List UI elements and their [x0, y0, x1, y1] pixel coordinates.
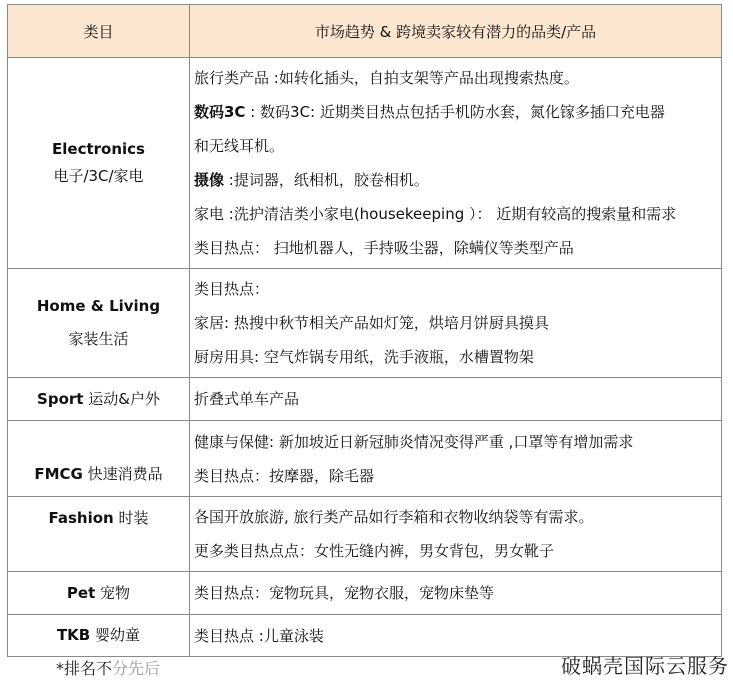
desc-line: 厨房用具: 空气炸锅专用纸，洗手液瓶，水槽置物架	[194, 348, 534, 366]
desc-line: 数码3C : 数码3C: 近期类目热点包括手机防水套，氮化镓多插口充电器	[194, 103, 665, 121]
category-cn: 家装生活	[68, 330, 129, 348]
desc-line: 和无线耳机。	[194, 137, 285, 155]
desc-line: 各国开放旅游, 旅行类产品如行李箱和衣物收纳袋等有需求。	[194, 508, 594, 526]
description-cell	[190, 421, 722, 497]
description-cell	[190, 378, 722, 421]
category-en: Sport	[37, 389, 84, 408]
desc-line: 更多类目热点点：女性无缝内裤，男女背包，男女靴子	[194, 542, 555, 560]
category-en: Electronics	[52, 140, 145, 158]
description-cell	[190, 497, 722, 572]
desc-line: 折叠式单车产品	[194, 390, 300, 408]
desc-line: 类目热点 :儿童泳装	[194, 626, 324, 645]
table-row	[8, 497, 722, 572]
watermark-text: 破蜗壳国际云服务	[561, 654, 729, 678]
category-cn: 宠物	[100, 583, 131, 602]
category-cell	[8, 269, 190, 378]
category-en: TKB	[56, 626, 91, 644]
table-row	[8, 572, 722, 615]
category-cn: 时装	[118, 509, 149, 527]
desc-line: 健康与保健: 新加坡近日新冠肺炎情况变得严重 ,口罩等有增加需求	[194, 432, 634, 451]
description-cell	[190, 58, 722, 269]
category-en: Pet	[66, 583, 96, 602]
header-trends: 市场趋势 & 跨境卖家较有潜力的品类/产品	[190, 5, 722, 58]
category-en: Fashion	[48, 509, 114, 527]
desc-line: 摄像 :提词器，纸相机，胶卷相机。	[194, 171, 429, 189]
table-row	[8, 58, 722, 269]
category-cell	[8, 378, 190, 421]
desc-line: 旅行类产品 :如转化插头，自拍支架等产品出现搜索热度。	[194, 69, 579, 87]
description-cell	[190, 572, 722, 615]
category-cell	[8, 421, 190, 497]
table-row	[8, 421, 722, 497]
header-row	[8, 5, 722, 58]
category-en: FMCG	[34, 465, 83, 483]
desc-line: 类目热点：	[194, 280, 270, 298]
ranking-footnote: *排名不分先后	[56, 659, 161, 678]
desc-line: 类目热点：按摩器，除毛器	[194, 466, 375, 485]
category-cn: 电子/3C/家电	[53, 167, 144, 185]
category-cn: 快速消费品	[87, 465, 163, 483]
category-cn: 婴幼童	[95, 626, 141, 644]
category-cell	[8, 615, 190, 657]
table-row	[8, 269, 722, 378]
desc-line: 家电 :洗护清洁类小家电(housekeeping ）： 近期有较高的搜索量和需求	[194, 205, 677, 223]
desc-line: 家居: 热搜中秋节相关产品如灯笼，烘培月饼厨具摸具	[194, 314, 549, 332]
table-row	[8, 378, 722, 421]
category-en: Home & Living	[36, 297, 161, 315]
header-category: 类目	[8, 5, 190, 58]
category-cell	[8, 58, 190, 269]
category-table	[7, 4, 722, 657]
category-cn: 运动&户外	[88, 389, 160, 408]
desc-line: 类目热点：宠物玩具，宠物衣服，宠物床垫等	[194, 584, 495, 602]
category-cell	[8, 497, 190, 572]
category-cell	[8, 572, 190, 615]
desc-line: 类目热点： 扫地机器人，手持吸尘器，除螨仪等类型产品	[194, 239, 574, 257]
description-cell	[190, 269, 722, 378]
